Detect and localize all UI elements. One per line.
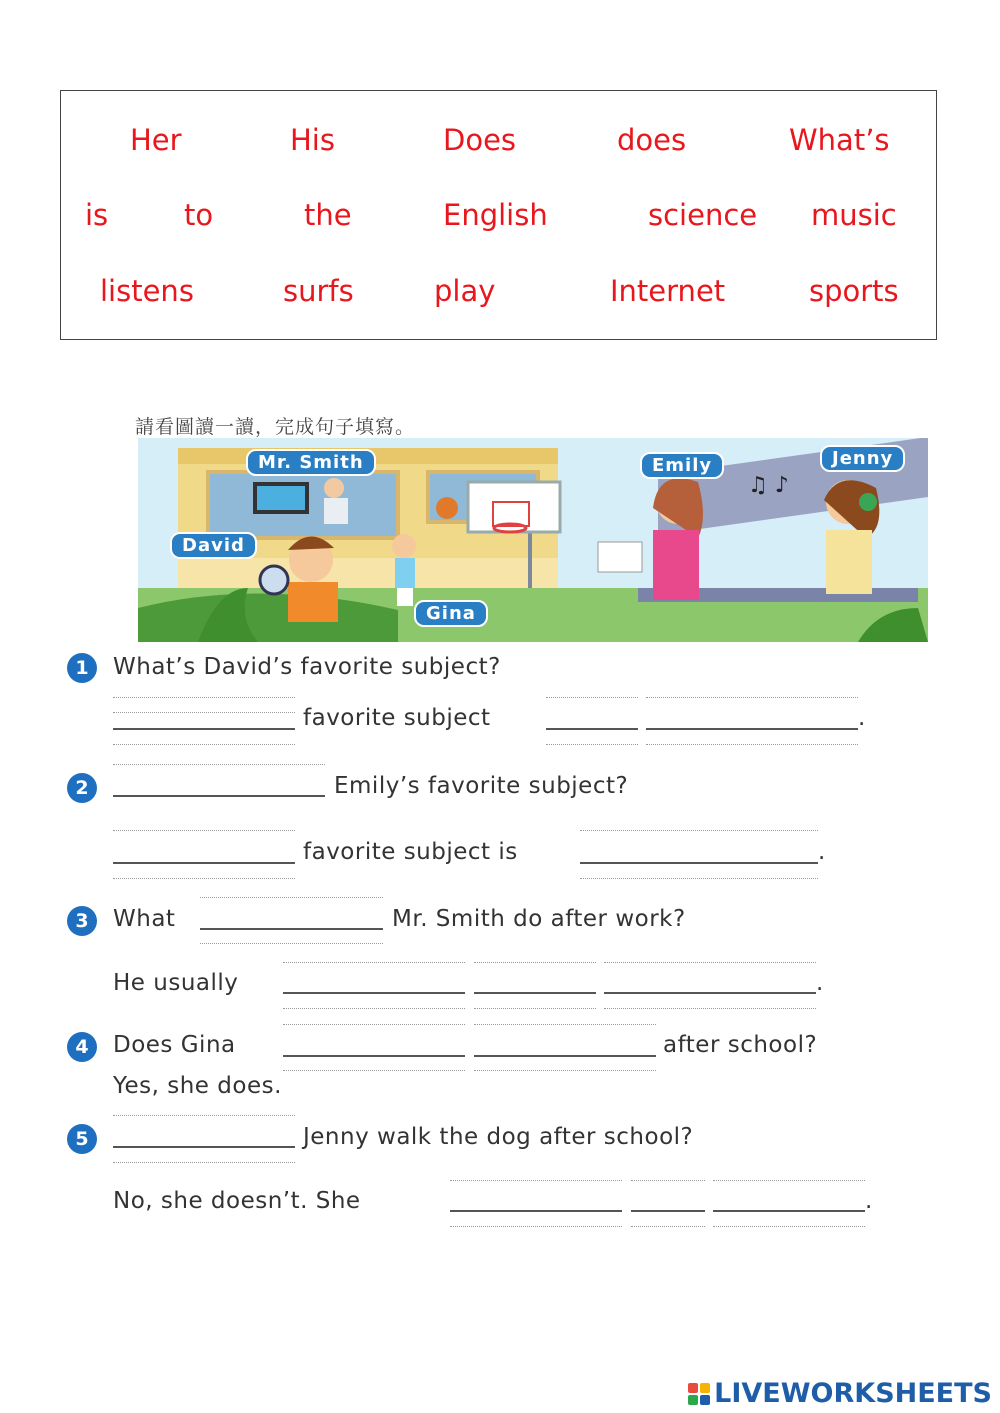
question-number-badge: 1 — [67, 653, 97, 683]
word-bank-item: Does — [443, 123, 517, 157]
answer-text: He usually — [113, 970, 239, 996]
dotted-guide-line — [631, 1226, 705, 1227]
answer-blank[interactable] — [113, 1146, 295, 1148]
answer-blank[interactable] — [474, 1055, 656, 1057]
dotted-guide-line — [283, 1024, 465, 1025]
answer-period: . — [858, 705, 866, 731]
dotted-guide-line — [283, 962, 465, 963]
question-text: Does Gina — [113, 1032, 236, 1058]
answer-blank[interactable] — [113, 728, 295, 730]
dotted-guide-line — [113, 1115, 295, 1116]
question-text: What’s David’s favorite subject? — [113, 654, 501, 680]
question-number-badge: 2 — [67, 773, 97, 803]
word-bank-item: to — [184, 198, 214, 232]
word-bank-item: play — [434, 274, 496, 308]
answer-blank[interactable] — [474, 992, 596, 994]
word-bank-item: Her — [130, 123, 182, 157]
answer-blank[interactable] — [580, 862, 818, 864]
word-bank-item: is — [85, 198, 109, 232]
dotted-guide-line — [631, 1180, 705, 1181]
name-tag: Emily — [640, 452, 724, 479]
answer-period: . — [865, 1188, 873, 1214]
answer-blank[interactable] — [546, 728, 638, 730]
dotted-guide-line — [113, 712, 295, 713]
dotted-guide-line — [113, 764, 325, 765]
dotted-guide-line — [713, 1180, 865, 1181]
word-bank-box — [60, 90, 937, 340]
name-tag: Gina — [414, 600, 488, 627]
question-text: Emily’s favorite subject? — [334, 773, 629, 799]
word-bank-item: does — [617, 123, 687, 157]
question-number-badge: 4 — [67, 1032, 97, 1062]
dotted-guide-line — [580, 878, 818, 879]
question-number-badge: 5 — [67, 1124, 97, 1154]
dotted-guide-line — [474, 1008, 596, 1009]
word-bank-item: sports — [809, 274, 899, 308]
dotted-guide-line — [546, 697, 638, 698]
dotted-guide-line — [283, 1070, 465, 1071]
dotted-guide-line — [200, 943, 383, 944]
dotted-guide-line — [474, 1024, 656, 1025]
name-tag: Mr. Smith — [246, 449, 376, 476]
answer-blank[interactable] — [113, 862, 295, 864]
dotted-guide-line — [604, 962, 816, 963]
word-bank-item: Internet — [610, 274, 726, 308]
question-number-badge: 3 — [67, 906, 97, 936]
word-bank-item: the — [304, 198, 352, 232]
dotted-guide-line — [474, 962, 596, 963]
dotted-guide-line — [474, 1070, 656, 1071]
dotted-guide-line — [113, 830, 295, 831]
dotted-guide-line — [713, 1226, 865, 1227]
dotted-guide-line — [200, 897, 383, 898]
question-text: Jenny walk the dog after school? — [303, 1124, 694, 1150]
name-tag: Jenny — [820, 445, 905, 472]
answer-text: favorite subject — [303, 705, 491, 731]
dotted-guide-line — [546, 744, 638, 745]
scene-illustration — [138, 438, 928, 642]
answer-text: Yes, she does. — [113, 1073, 282, 1099]
dotted-guide-line — [450, 1180, 622, 1181]
word-bank-item: music — [811, 198, 897, 232]
answer-blank[interactable] — [200, 928, 383, 930]
dotted-guide-line — [283, 1008, 465, 1009]
svg-text:♫ ♪: ♫ ♪ — [748, 473, 789, 498]
dotted-guide-line — [450, 1226, 622, 1227]
answer-text: No, she doesn’t. She — [113, 1188, 361, 1214]
logo-text: LIVEWORKSHEETS — [714, 1378, 992, 1409]
answer-text: favorite subject is — [303, 839, 518, 865]
dotted-guide-line — [604, 1008, 816, 1009]
answer-blank[interactable] — [604, 992, 816, 994]
answer-blank[interactable] — [283, 992, 465, 994]
dotted-guide-line — [646, 697, 858, 698]
dotted-guide-line — [113, 878, 295, 879]
word-bank-item: English — [443, 198, 548, 232]
answer-period: . — [818, 839, 826, 865]
word-bank-item: What’s — [789, 123, 890, 157]
word-bank-item: His — [290, 123, 335, 157]
answer-period: . — [816, 970, 824, 996]
question-text: after school? — [663, 1032, 818, 1058]
dotted-guide-line — [646, 744, 858, 745]
liveworksheets-logo — [688, 1378, 992, 1409]
dotted-guide-line — [580, 830, 818, 831]
question-text: What — [113, 906, 176, 932]
answer-blank[interactable] — [631, 1210, 705, 1212]
word-bank-item: surfs — [283, 274, 354, 308]
dotted-guide-line — [113, 697, 295, 698]
answer-blank[interactable] — [113, 795, 325, 797]
word-bank-item: listens — [100, 274, 194, 308]
answer-blank[interactable] — [713, 1210, 865, 1212]
dotted-guide-line — [113, 1162, 295, 1163]
dotted-guide-line — [113, 744, 295, 745]
answer-blank[interactable] — [283, 1055, 465, 1057]
instruction-text: 請看圖讀一讀，完成句子填寫。 — [135, 416, 416, 438]
word-bank-item: science — [648, 198, 758, 232]
answer-blank[interactable] — [646, 728, 858, 730]
question-text: Mr. Smith do after work? — [392, 906, 686, 932]
logo-icon — [688, 1383, 710, 1405]
name-tag: David — [170, 532, 257, 559]
answer-blank[interactable] — [450, 1210, 622, 1212]
